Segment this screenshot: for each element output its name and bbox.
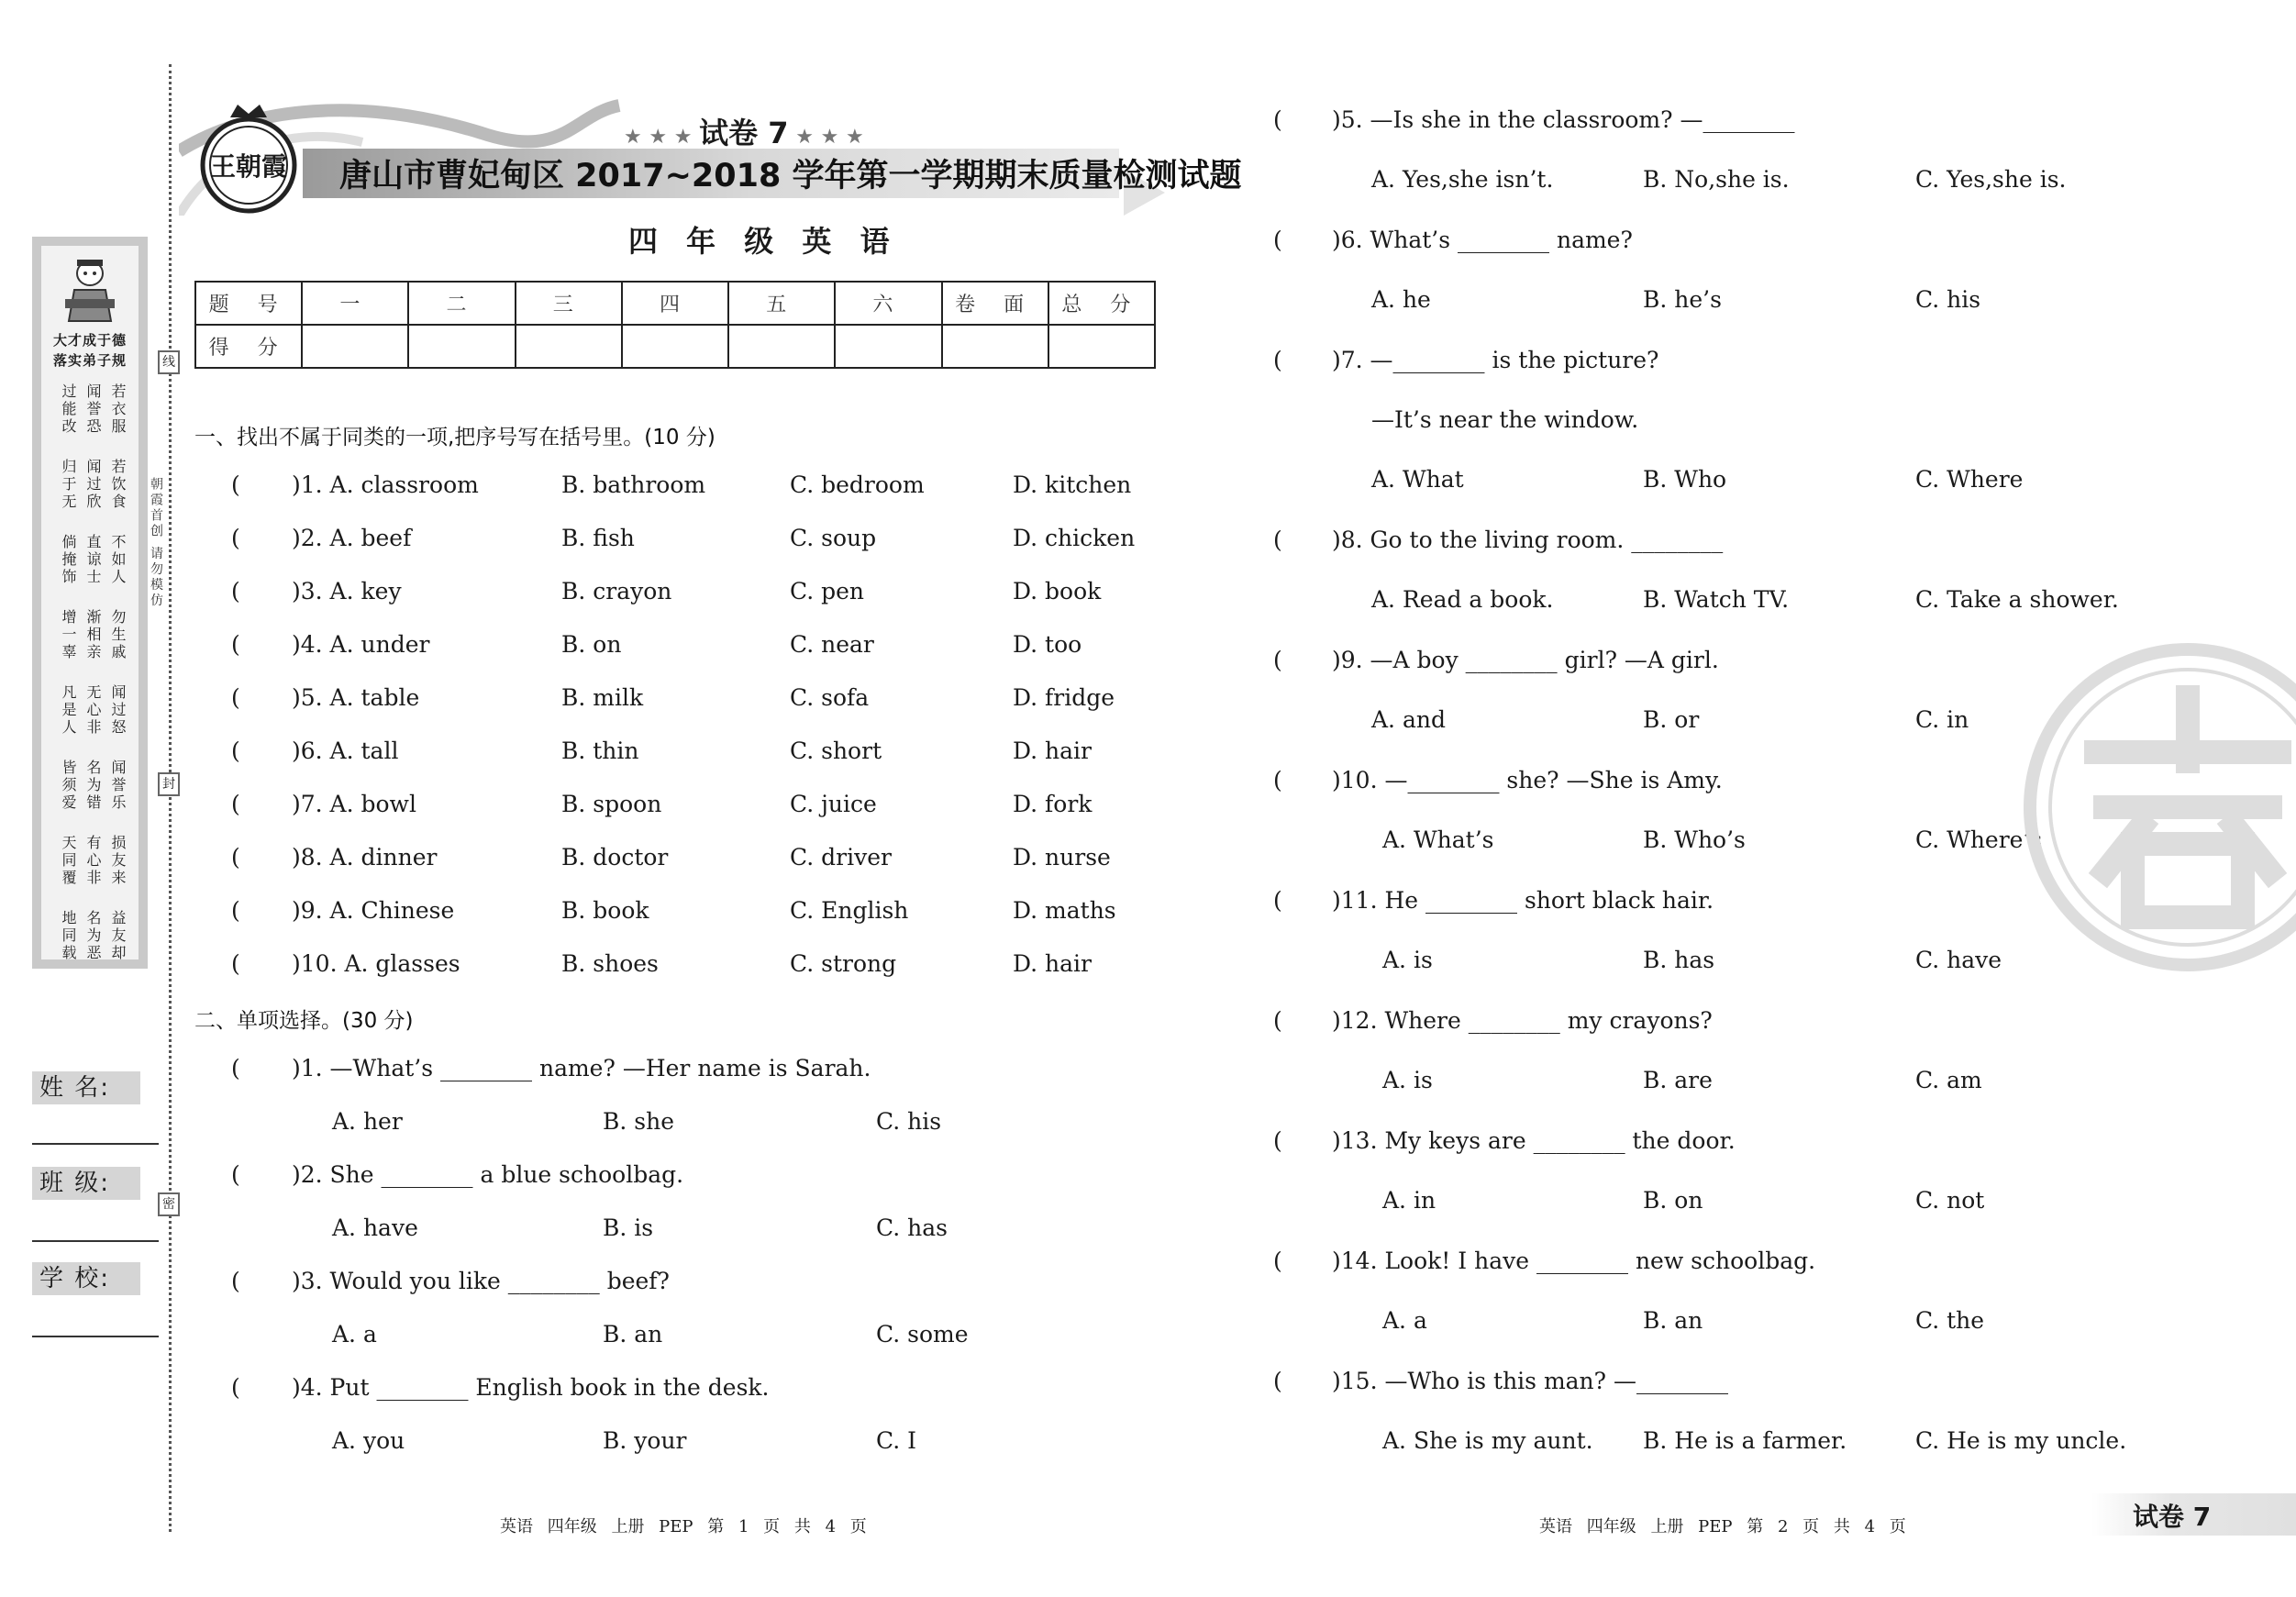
option-d: D. fridge [1013, 684, 1115, 711]
proverb-column: 益友却 [109, 910, 127, 962]
score-value-row [195, 325, 1155, 368]
score-cell: 得 分 [195, 325, 302, 368]
option-b: B. Who [1643, 466, 1727, 493]
answer-bracket[interactable]: ( [231, 525, 240, 551]
answer-bracket[interactable]: ( [1273, 1127, 1282, 1154]
option-b: B. or [1643, 706, 1700, 733]
exam-subtitle: 四 年 级 英 语 [628, 224, 899, 259]
proverb-column: 损友来 [109, 835, 127, 887]
question-option-a: )1. A. classroom [292, 471, 479, 498]
proverb-column: 若衣服 [109, 383, 127, 436]
proverb-column: 倘掩饰 [60, 534, 77, 586]
score-cell: 三 [516, 282, 622, 325]
question-text: )2. She ________ a blue schoolbag. [292, 1161, 684, 1188]
question-option-a: )10. A. glasses [292, 950, 460, 977]
logo-text: 王朝霞 [209, 151, 287, 182]
option-b: B. He is a farmer. [1643, 1427, 1847, 1454]
option-b: B. he’s [1643, 286, 1722, 313]
answer-bracket[interactable]: ( [1273, 106, 1282, 133]
option-d: D. too [1013, 631, 1082, 658]
proverb-column: 地同载 [60, 910, 77, 962]
option-c: C. am [1915, 1067, 1982, 1093]
option-c: C. near [790, 631, 874, 658]
option-b: B. she [603, 1108, 674, 1135]
exam-title: 唐山市曹妃甸区 2017~2018 学年第一学期期末质量检测试题 [339, 158, 1242, 194]
option-a: A. a [1382, 1307, 1427, 1334]
option-d: D. book [1013, 578, 1102, 604]
name-label: 姓 名: [32, 1071, 140, 1104]
option-b: B. Who’s [1643, 826, 1746, 853]
proverb-group [58, 609, 128, 661]
answer-bracket[interactable]: ( [231, 1374, 240, 1401]
star-icon: ★ ★ ★ [624, 126, 700, 149]
question-option-a: )4. A. under [292, 631, 430, 658]
score-input[interactable] [728, 325, 835, 368]
answer-bracket[interactable]: ( [1273, 1007, 1282, 1034]
option-b: B. fish [561, 525, 635, 551]
option-a: A. have [332, 1214, 418, 1241]
proverb-column: 无心非 [84, 684, 102, 737]
proverb-column: 直谅士 [84, 534, 102, 586]
motto-line-2: 落实弟子规 [52, 352, 127, 369]
option-b: B. milk [561, 684, 644, 711]
proverb-group [58, 383, 128, 436]
option-b: B. has [1643, 947, 1715, 973]
answer-bracket[interactable]: ( [1273, 527, 1282, 553]
proverb-column: 闻过欣 [84, 459, 102, 511]
proverb-column: 过能改 [60, 383, 77, 436]
answer-bracket[interactable]: ( [1273, 1248, 1282, 1274]
question-text: )8. Go to the living room. ________ [1332, 527, 1724, 553]
school-field[interactable] [32, 1336, 159, 1337]
answer-bracket[interactable]: ( [1273, 1368, 1282, 1394]
proverb-group [58, 835, 128, 887]
option-b: B. an [603, 1321, 663, 1347]
answer-bracket[interactable]: ( [231, 738, 240, 764]
answer-bracket[interactable]: ( [231, 791, 240, 817]
page-footer-left: 英语 四年级 上册 PEP 第 1 页 共 4 页 [500, 1517, 867, 1536]
option-b: B. your [603, 1427, 687, 1454]
option-c: C. Where [1915, 466, 2024, 493]
score-input[interactable] [408, 325, 515, 368]
answer-bracket[interactable]: ( [231, 631, 240, 658]
section-2-title: 二、单项选择。(30 分) [194, 1009, 414, 1033]
corner-paper-number: 试卷 7 [2133, 1502, 2212, 1532]
score-cell: 总 分 [1048, 282, 1155, 325]
option-b: B. spoon [561, 791, 662, 817]
option-c: C. He is my uncle. [1915, 1427, 2127, 1454]
answer-bracket[interactable]: ( [231, 1161, 240, 1188]
score-input[interactable] [835, 325, 941, 368]
question-text: )15. —Who is this man? —________ [1332, 1368, 1729, 1394]
option-c: C. in [1915, 706, 1969, 733]
option-a: A. is [1382, 947, 1433, 973]
option-d: D. fork [1013, 791, 1093, 817]
question-option-a: )5. A. table [292, 684, 420, 711]
question-reply: —It’s near the window. [1371, 406, 1639, 433]
name-field[interactable] [32, 1143, 159, 1145]
answer-bracket[interactable]: ( [231, 1055, 240, 1081]
option-c: C. his [1915, 286, 1981, 313]
copyright-note: 朝霞首创 请勿模仿 [149, 477, 163, 609]
option-c: C. soup [790, 525, 877, 551]
score-input[interactable] [942, 325, 1048, 368]
option-c: C. English [790, 897, 909, 924]
question-text: )7. —________ is the picture? [1332, 347, 1659, 373]
option-d: D. nurse [1013, 844, 1111, 871]
proverb-column: 有心非 [84, 835, 102, 887]
score-cell: 五 [728, 282, 835, 325]
answer-bracket[interactable]: ( [1273, 767, 1282, 793]
brand-logo [197, 101, 300, 216]
option-c: C. juice [790, 791, 877, 817]
question-text: )1. —What’s ________ name? —Her name is Sarah. [292, 1055, 871, 1081]
star-icon: ★ ★ ★ [788, 126, 864, 149]
option-a: A. What [1371, 466, 1464, 493]
answer-bracket[interactable]: ( [1273, 347, 1282, 373]
proverb-column: 名为恶 [84, 910, 102, 962]
score-table [194, 281, 1156, 369]
option-c: C. bedroom [790, 471, 925, 498]
option-a: A. is [1382, 1067, 1433, 1093]
answer-bracket[interactable]: ( [231, 950, 240, 977]
question-text: )6. What’s ________ name? [1332, 227, 1633, 253]
answer-bracket[interactable]: ( [231, 897, 240, 924]
option-a: A. he [1371, 286, 1431, 313]
answer-bracket[interactable]: ( [1273, 887, 1282, 914]
score-cell: 四 [622, 282, 728, 325]
answer-bracket[interactable]: ( [1273, 227, 1282, 253]
option-c: C. not [1915, 1187, 1985, 1214]
option-a: A. She is my aunt. [1382, 1427, 1593, 1454]
option-b: B. No,she is. [1643, 166, 1790, 193]
class-field[interactable] [32, 1240, 159, 1242]
answer-bracket[interactable]: ( [231, 684, 240, 711]
option-a: A. What’s [1382, 826, 1494, 853]
option-a: A. you [332, 1427, 405, 1454]
question-option-a: )7. A. bowl [292, 791, 416, 817]
question-option-a: )9. A. Chinese [292, 897, 455, 924]
paper-number: ★ ★ ★ 试卷 7 ★ ★ ★ [624, 116, 864, 150]
proverb-group [58, 910, 128, 962]
proverb-column: 闻过怒 [109, 684, 127, 737]
option-a: A. Read a book. [1371, 586, 1554, 613]
option-b: B. are [1643, 1067, 1713, 1093]
option-c: C. driver [790, 844, 892, 871]
proverb-column: 增一辜 [60, 609, 77, 661]
page-footer-right: 英语 四年级 上册 PEP 第 2 页 共 4 页 [1539, 1517, 1906, 1536]
motto-line-1: 大才成于德 [52, 332, 127, 349]
score-input[interactable] [1048, 325, 1155, 368]
option-d: D. maths [1013, 897, 1116, 924]
option-d: D. hair [1013, 738, 1092, 764]
score-input[interactable] [516, 325, 622, 368]
question-option-a: )6. A. tall [292, 738, 399, 764]
option-c: C. pen [790, 578, 865, 604]
answer-bracket[interactable]: ( [231, 578, 240, 604]
question-text: )9. —A boy ________ girl? —A girl. [1332, 647, 1719, 673]
option-b: B. shoes [561, 950, 659, 977]
question-text: )4. Put ________ English book in the desk. [292, 1374, 770, 1401]
option-d: D. kitchen [1013, 471, 1132, 498]
proverb-column: 勿生戚 [109, 609, 127, 661]
option-b: B. bathroom [561, 471, 706, 498]
proverb-column: 若饮食 [109, 459, 127, 511]
option-b: B. on [1643, 1187, 1703, 1214]
option-d: D. chicken [1013, 525, 1136, 551]
question-text: )12. Where ________ my crayons? [1332, 1007, 1713, 1034]
option-c: C. the [1915, 1307, 1985, 1334]
proverb-column: 名为错 [84, 760, 102, 812]
question-text: )5. —Is she in the classroom? —________ [1332, 106, 1795, 133]
option-c: C. some [876, 1321, 969, 1347]
option-c: C. has [876, 1214, 948, 1241]
score-input[interactable] [622, 325, 728, 368]
question-text: )14. Look! I have ________ new schoolbag. [1332, 1248, 1816, 1274]
proverb-group [58, 534, 128, 586]
cut-mark-seal: 封 [158, 772, 180, 796]
proverb-column: 闻誉恐 [84, 383, 102, 436]
option-c: C. Where’s [1915, 826, 2043, 853]
question-text: )3. Would you like ________ beef? [292, 1268, 670, 1294]
option-b: B. thin [561, 738, 639, 764]
option-b: B. is [603, 1214, 654, 1241]
score-cell: 卷 面 [942, 282, 1048, 325]
option-a: A. in [1382, 1187, 1436, 1214]
score-cell: 一 [302, 282, 408, 325]
cut-mark-line: 线 [158, 350, 180, 374]
option-c: C. strong [790, 950, 897, 977]
option-b: B. doctor [561, 844, 669, 871]
class-label: 班 级: [32, 1167, 140, 1200]
score-input[interactable] [302, 325, 408, 368]
option-b: B. Watch TV. [1643, 586, 1790, 613]
question-option-a: )3. A. key [292, 578, 402, 604]
section-1-title: 一、找出不属于同类的一项,把序号写在括号里。(10 分) [194, 426, 715, 449]
confidential-seal-icon [2023, 642, 2296, 972]
option-c: C. sofa [790, 684, 870, 711]
proverb-column: 天同覆 [60, 835, 77, 887]
option-b: B. crayon [561, 578, 672, 604]
option-c: C. Take a shower. [1915, 586, 2119, 613]
option-a: A. Yes,she isn’t. [1371, 166, 1554, 193]
option-c: C. I [876, 1427, 917, 1454]
option-c: C. have [1915, 947, 2002, 973]
option-a: A. a [332, 1321, 377, 1347]
question-option-a: )2. A. beef [292, 525, 412, 551]
answer-bracket[interactable]: ( [231, 471, 240, 498]
option-c: C. short [790, 738, 882, 764]
proverb-column: 闻誉乐 [109, 760, 127, 812]
answer-bracket[interactable]: ( [231, 844, 240, 871]
question-text: )10. —________ she? —She is Amy. [1332, 767, 1723, 793]
binding-dash-line [169, 64, 172, 1532]
proverb-column: 皆须爱 [60, 760, 77, 812]
option-c: C. his [876, 1108, 942, 1135]
option-b: B. an [1643, 1307, 1703, 1334]
proverb-group [58, 684, 128, 737]
question-option-a: )8. A. dinner [292, 844, 438, 871]
question-text: )13. My keys are ________ the door. [1332, 1127, 1736, 1154]
proverb-column: 不如人 [109, 534, 127, 586]
option-c: C. Yes,she is. [1915, 166, 2067, 193]
proverb-column: 渐相亲 [84, 609, 102, 661]
proverb-column: 凡是人 [60, 684, 77, 737]
motto-sidebar [32, 237, 148, 969]
answer-bracket[interactable]: ( [1273, 647, 1282, 673]
school-label: 学 校: [32, 1262, 140, 1295]
answer-bracket[interactable]: ( [231, 1268, 240, 1294]
score-header-row [195, 282, 1155, 325]
option-a: A. and [1371, 706, 1446, 733]
option-a: A. her [332, 1108, 403, 1135]
proverb-column: 归于无 [60, 459, 77, 511]
option-d: D. hair [1013, 950, 1092, 977]
score-cell: 六 [835, 282, 941, 325]
score-cell: 题 号 [195, 282, 302, 325]
cut-mark-secret: 密 [158, 1192, 180, 1216]
proverb-group [58, 760, 128, 812]
question-text: )11. He ________ short black hair. [1332, 887, 1714, 914]
scholar-mascot-icon [61, 257, 118, 323]
option-b: B. book [561, 897, 649, 924]
score-cell: 二 [408, 282, 515, 325]
option-b: B. on [561, 631, 622, 658]
proverb-group [58, 459, 128, 511]
